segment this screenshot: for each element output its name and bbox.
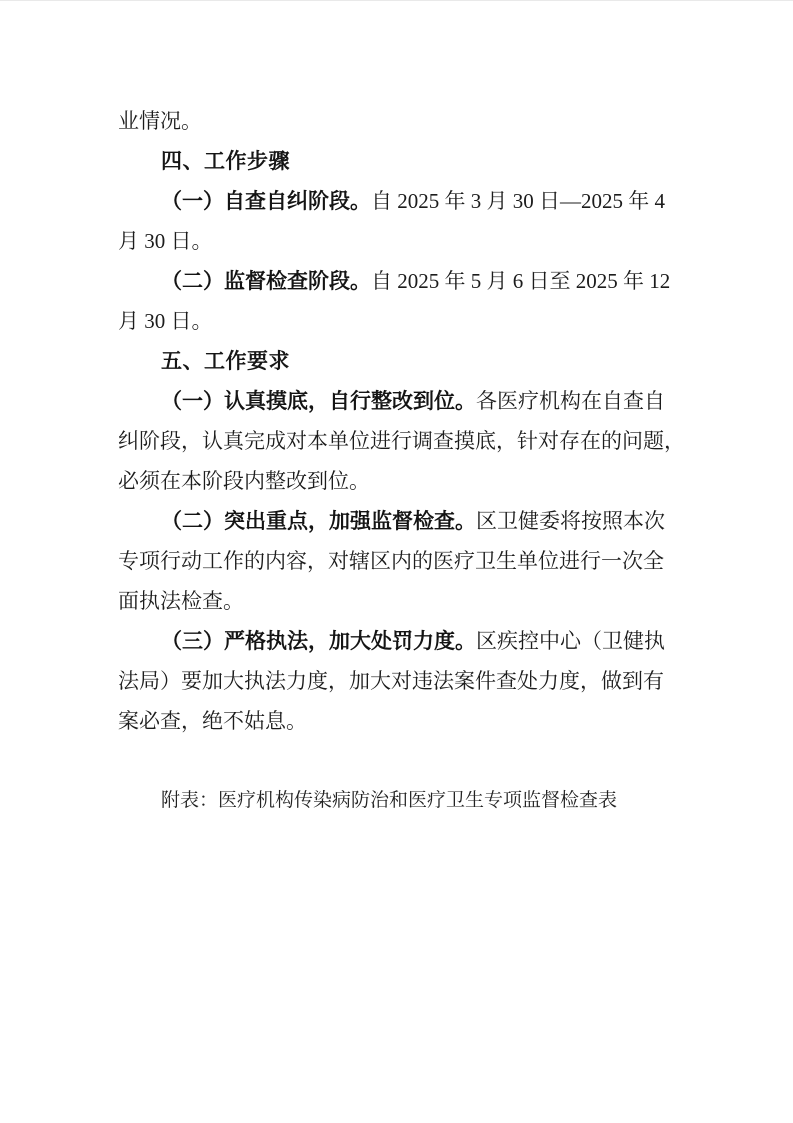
body-line: [118, 541, 683, 581]
blank-line: [118, 741, 683, 781]
heading-text: 四、工作步骤: [161, 150, 290, 173]
attachment-note: [118, 781, 683, 821]
body-text: 各医疗机构在自查自: [476, 389, 665, 413]
section-heading: [118, 341, 683, 381]
body-text: 必须在本阶段内整改到位。: [118, 469, 370, 493]
body-line: [118, 181, 683, 221]
body-text: 案必查，绝不姑息。: [118, 709, 307, 733]
body-line: [118, 101, 683, 141]
body-line: [118, 701, 683, 741]
body-line: [118, 381, 683, 421]
bold-lead-text: （二）突出重点，加强监督检查。: [161, 509, 476, 533]
body-line: [118, 221, 683, 261]
body-text: 区卫健委将按照本次: [476, 509, 665, 533]
body-line: [118, 461, 683, 501]
bold-lead-text: （一）认真摸底，自行整改到位。: [161, 389, 476, 413]
body-line: [118, 501, 683, 541]
body-text: 业情况。: [118, 109, 202, 133]
heading-text: 五、工作要求: [161, 350, 290, 373]
body-text: 月 30 日。: [118, 309, 213, 333]
bold-lead-text: （一）自查自纠阶段。: [161, 189, 371, 213]
section-heading: [118, 141, 683, 181]
body-line: [118, 261, 683, 301]
document-body: [118, 101, 683, 821]
body-text: 自 2025 年 3 月 30 日—2025 年 4: [371, 189, 665, 213]
body-text: 月 30 日。: [118, 229, 213, 253]
bold-lead-text: （三）严格执法，加大处罚力度。: [161, 629, 476, 653]
body-text: 面执法检查。: [118, 589, 244, 613]
bold-lead-text: （二）监督检查阶段。: [161, 269, 371, 293]
body-text: 纠阶段，认真完成对本单位进行调查摸底，针对存在的问题，: [118, 429, 685, 453]
body-text: 专项行动工作的内容，对辖区内的医疗卫生单位进行一次全: [118, 549, 664, 573]
body-line: [118, 621, 683, 661]
body-line: [118, 421, 683, 461]
body-line: [118, 581, 683, 621]
body-text: 附表：医疗机构传染病防治和医疗卫生专项监督检查表: [161, 790, 618, 811]
body-line: [118, 661, 683, 701]
body-text: 自 2025 年 5 月 6 日至 2025 年 12: [371, 269, 671, 293]
body-text: 法局）要加大执法力度，加大对违法案件查处力度，做到有: [118, 669, 664, 693]
body-text: 区疾控中心（卫健执: [476, 629, 665, 653]
body-line: [118, 301, 683, 341]
